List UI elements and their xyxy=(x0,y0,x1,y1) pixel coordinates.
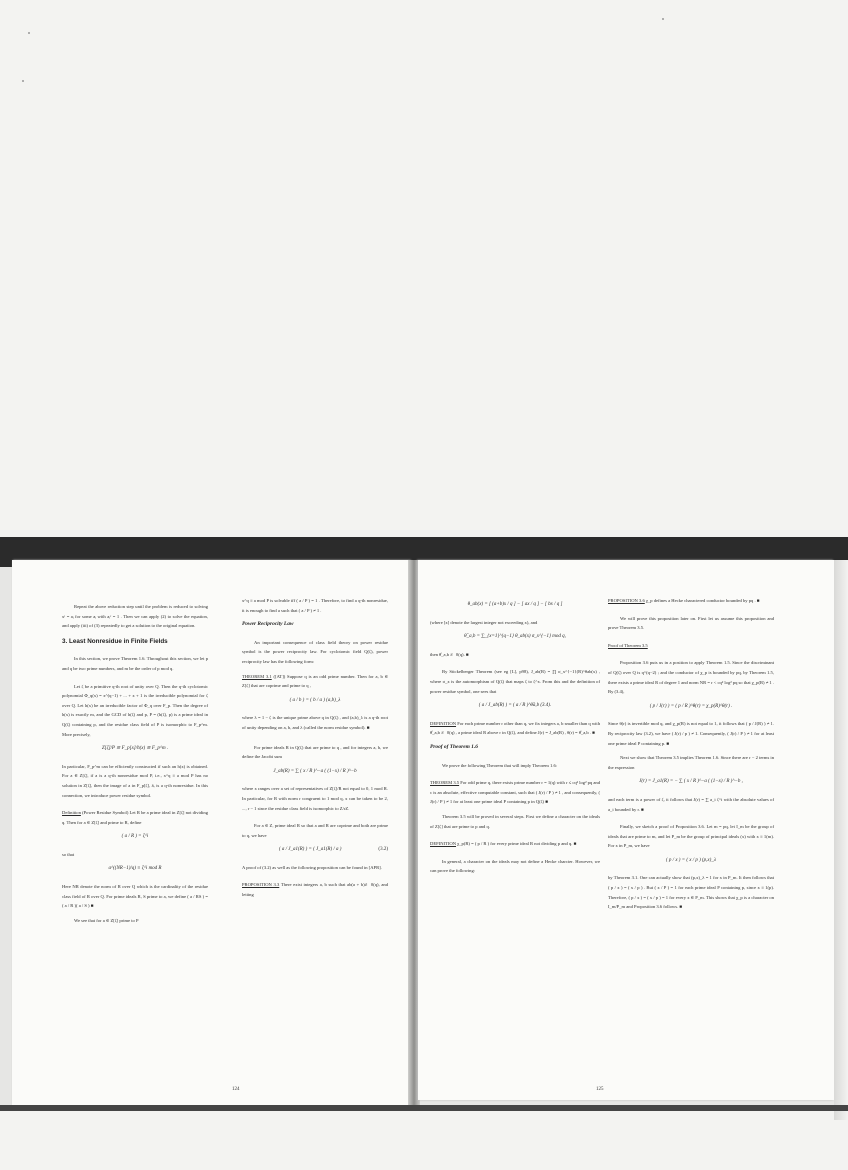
paragraph: Repeat the above reduction step until the problem is reduced to solving xᵗ = aᵢ for some aᵢ with aᵢᶜ = 1 . Then we can apply (2) to solve the equation, and apply (iii) of (3) repeatedly to get a solution to the original equation. xyxy=(62,604,208,629)
paragraph: Proposition 3.6 puts us in a position to apply Theorem 1.5. Since the discriminant of Q(ζ) over Q is q^(q−2) ; and the conductor of χ_p is bounded by pq, by Theorem 1.5, there exists a prime ideal R of degree 1 and norm NR = r < cq² log² pq so that χ_p(R) ≠ 1 . By (3.4), xyxy=(608,660,774,695)
left-page xyxy=(12,560,410,1105)
left-page-column-2 xyxy=(242,596,388,905)
equation-body: ( a / J_a1(R) ) = ( J_a1(R) / a ) xyxy=(278,847,342,853)
paragraph: In general, a character on the ideals may not define a Hecke charcter. However, we can prove the following: xyxy=(430,858,600,874)
paragraph: Next we show that Theorem 3.5 implies Theorem 1.6. Since there are r − 2 terms in the expression xyxy=(608,755,774,770)
paragraph: For prime ideals R in Q(ζ) that are prime to q , and for integers a, b, we define the Jacobi sum xyxy=(242,744,388,760)
definition-paragraph xyxy=(62,808,208,827)
paragraph: We will prove this proposition later on. First let us assume this proposition and prove Theorem 3.5. xyxy=(608,615,774,631)
dust-speck xyxy=(28,32,30,34)
definition-text: For each prime number r other than q, we fix integers a, b smaller than q with θ̂_a,b ≢ 0(q) , a prime ideal R above r in Q(ζ), and define J(r) = J_ab(R) , θ(r) = θ̂_a,b . ■ xyxy=(430,720,600,736)
proposition-label: PROPOSITION 3.3 xyxy=(242,882,280,888)
theorem-label: THEOREM 3.1 xyxy=(242,673,272,679)
paragraph: and each term is a power of ζ, it follows that J(r) = ∑ a_i ζ^i with the absolute values of a_i bounded by r. ■ xyxy=(608,796,774,812)
paragraph: We see that for a ∈ Z[ζ] prime to P xyxy=(74,917,139,923)
proposition-label: PROPOSITION 3.6 xyxy=(608,598,645,603)
paragraph: Theorem 3.5 will be proved in several steps. First we define a character on the ideals of Z[ζ] that are prime to p and q. xyxy=(430,813,600,829)
paragraph: Here NR denote the norm of R over Q which is the cardinality of the residue class field of R over Q. For prime ideals R, S prime to a, we define ( a / RS ) = ( a / R )( a / S ) ■ xyxy=(62,884,208,909)
equation: J_ab(R) = ∑ ( x / R )^−a ( (1−x) / R )^−b xyxy=(273,768,357,774)
theorem-text: For odd prime q, there exists prime number r = 1(q) with r ≤ cq² log² pq and c is an absolute, effective computable constant, such that ( J(r) / P ) ≠ 1 , and consequently, ( J(r) / P ) ≠ 1 for at least one prime ideal P containing p in Q(ζ) ■ xyxy=(430,780,600,805)
scanner-bottom-edge xyxy=(0,1105,848,1111)
paragraph: where x ranges over a set of representatives of Z[ζ]/R not equal to 0, 1 mod R. In particular, for R with norm r congruent to 1 mod q, x can be taken to be 2, ..., r − 1 since the residue class field is isomorphic to Z/rZ. xyxy=(242,786,388,811)
proposition-paragraph xyxy=(608,596,774,606)
paragraph: where λ = 1 − ζ is the unique prime above q in Q(ζ) , and (a,b)_λ is a q-th root of unity depending on a, b, and λ (called the norm residue symbol). ■ xyxy=(242,715,388,730)
equation: ( a / b ) = ( b / a ) (a,b)_λ xyxy=(289,697,341,703)
paragraph: (where [x] denote the largest integer not exceeding x), and xyxy=(430,619,538,625)
definition-label: DEFINITION xyxy=(430,720,457,726)
proposition-paragraph xyxy=(242,880,388,899)
theorem-paragraph xyxy=(430,778,600,807)
equation: θ̂_a,b = ∑_{x=1}^{q−1} θ_ab(x) σ_x^{−1} mod q, xyxy=(464,634,566,640)
equation: ( p / J(r) ) = ( p / R )^θ(r) = χ_p(R)^θ(r) . xyxy=(649,703,733,709)
theorem-label: THEOREM 3.5 xyxy=(430,780,460,786)
paragraph: Since θ(r) is invertible mod q, and χ_p(R) is not equal to 1, it follows that ( p / J(R) ) ≠ 1. By reciprocity law (3.2), we have ( J(r) / p ) ≠ 1. Consequently, ( J(r) / P ) ≠ 1 for at least one prime ideal P containing p. ■ xyxy=(608,721,774,746)
equation: a^((NR−1)/q) ≡ ζ^i mod R xyxy=(108,866,162,872)
paragraph: In particular, F_p^m can be efficiently constructed if such an h(x) is obtained. For a ∈ Z[ζ], if a is a q-th nonresidue mod P, i.e., x^q ≡ a mod P has no solution in Z[ζ], then the image of a in F_p[ζ], ā, is a q-th nonresidue. In this connection, we introduce power residue symbol. xyxy=(62,763,208,798)
page-edge-shadow xyxy=(834,560,848,1120)
paragraph: Let ζ be a primitive q-th root of unity over Q. Then the q-th cyclotomic polynomial Φ_q(x) = x^(q−1) + ... + x + 1 is the irreducible polynomial for ζ over Q. Let h(x) be an irreducible factor of Φ_q over F_p. Then the degree of h(x) is exactly m, and the GCD of h(ζ) and p, P = (h(ζ), p) is a prime ideal in Q(ζ) containing p, and the residue class field of P is isomorphic to F_p^m. More precisely, xyxy=(62,683,208,737)
page-number: 125 xyxy=(596,1087,604,1092)
paragraph: For a ∈ Z, prime ideal R so that a and R are coprime and both are prime to q, we have xyxy=(242,823,388,838)
definition-text: χ_p(R) = ( p / R ) for every prime ideal R not dividing p and q. ■ xyxy=(456,841,577,847)
paragraph: In this section, we prove Theorem 1.6. Throughout this section, we let p and q be two prime numbers, and m be the order of p mod q. xyxy=(62,656,208,671)
equation: J(r) = J_a1(R) = − ∑ ( x / R )^−a ( (1−x) / R )^−b , xyxy=(639,779,743,785)
left-page-column-1 xyxy=(62,596,208,930)
paragraph: By Stickelberger Theorem (see eg [L], p98), J_ab(R) = ∏ σ_x^{−1}(R)^θab(x) , where σ_x is the automorphism of Q(ζ) that maps ζ to ζ^x. From this and the definition of power residue symbol, one sees that xyxy=(430,669,600,694)
theorem-text: ([AT]) Suppose q is an odd prime number. Then for a, b ∈ Z[ζ] that are coprime and prime to q , xyxy=(242,673,389,689)
equation: Z[ζ]/P ≅ F_p[x]/h(x) ≅ F_p^m . xyxy=(101,746,169,752)
paragraph: We prove the following Theorem that will imply Theorem 1.6: xyxy=(442,762,558,768)
definition-label: Definition xyxy=(62,810,81,816)
definition-label: DEFINITION xyxy=(430,841,457,847)
paragraph: An important consequence of class field theory on power residue symbol is the power reciprocity law. For cyclotomic field Q(ζ), power reciprocity law has the following form: xyxy=(242,639,388,664)
numbered-equation xyxy=(430,701,600,711)
dust-speck xyxy=(22,80,24,82)
numbered-equation xyxy=(242,845,388,855)
paragraph: so that xyxy=(62,851,75,857)
page-number: 124 xyxy=(232,1087,240,1092)
right-page-column-1 xyxy=(430,596,600,881)
proof-heading: Proof of Theorem 3.5 xyxy=(608,642,648,648)
proposition-text: There exist integers a, b such that ab(a + b)≢ 0(q), and letting xyxy=(242,882,388,898)
definition-text: (Power Residue Symbol) Let R be a prime ideal in Z[ζ] not dividing q. Then for a ∈ Z[ζ] and prime to R, define xyxy=(62,810,208,825)
equation-number: (3.4). xyxy=(540,703,552,709)
definition-paragraph xyxy=(430,839,600,849)
paragraph: Finally, we sketch a proof of Proposition 3.6. Let m = pq, let I_m be the group of ideals that are prime to m, and let P_m be the group of principal ideals (x) with x ≡ 1(m). For x in P_m, we have xyxy=(608,824,774,849)
section-heading: 3. Least Nonresidue in Finite Fields xyxy=(62,637,168,645)
dust-speck xyxy=(662,18,664,20)
definition-paragraph xyxy=(430,719,600,738)
subsection-heading: Power Reciprocity Law xyxy=(242,621,294,628)
right-page-column-2 xyxy=(608,596,774,917)
theorem-paragraph xyxy=(242,672,388,691)
equation: ( a / R ) = ζ^i xyxy=(121,834,149,840)
equation-number: (3.2) xyxy=(378,847,388,853)
paragraph: by Theorem 3.1. One can actually show that (p,x)_λ = 1 for x in P_m. It then follows that ( p / x ) = ( x / p ) . But ( x / P ) = 1 for each prime ideal P containing p, since x ≡ 1(p). Therefore, ( p / x ) = ( x / p ) = 1 for every x ∈ P_m. This shows that χ_p is a character on I_m/P_m and Proposition 3.6 follows. ■ xyxy=(608,875,774,910)
proposition-text: χ_p defines a Hecke charactered conductor bounded by pq . ■ xyxy=(644,598,760,603)
equation: ( p / x ) = ( x / p ) (p,x)_λ xyxy=(666,857,716,863)
paragraph: x^q ≡ a mod P is solvable iff ( a / P ) = 1 . Therefore, to find a q-th nonresidue, it is enough to find a such that ( a / P ) ≠ 1 . xyxy=(242,598,388,613)
equation-body: ( a / J_ab(R) ) = ( a / R )^θ̂a,b xyxy=(478,703,540,709)
paragraph: then θ̂_a,b ≢ 0(q). ■ xyxy=(430,651,469,657)
subsection-heading: Proof of Theorem 1.6 xyxy=(430,743,478,750)
paragraph: A proof of (3.2) as well as the following proposition can be found in [APR]. xyxy=(242,864,382,870)
equation: θ_ab(x) = [ (a+b)x / q ] − [ ax / q ] − [ bx / q ] xyxy=(467,602,563,607)
right-page xyxy=(418,560,834,1100)
